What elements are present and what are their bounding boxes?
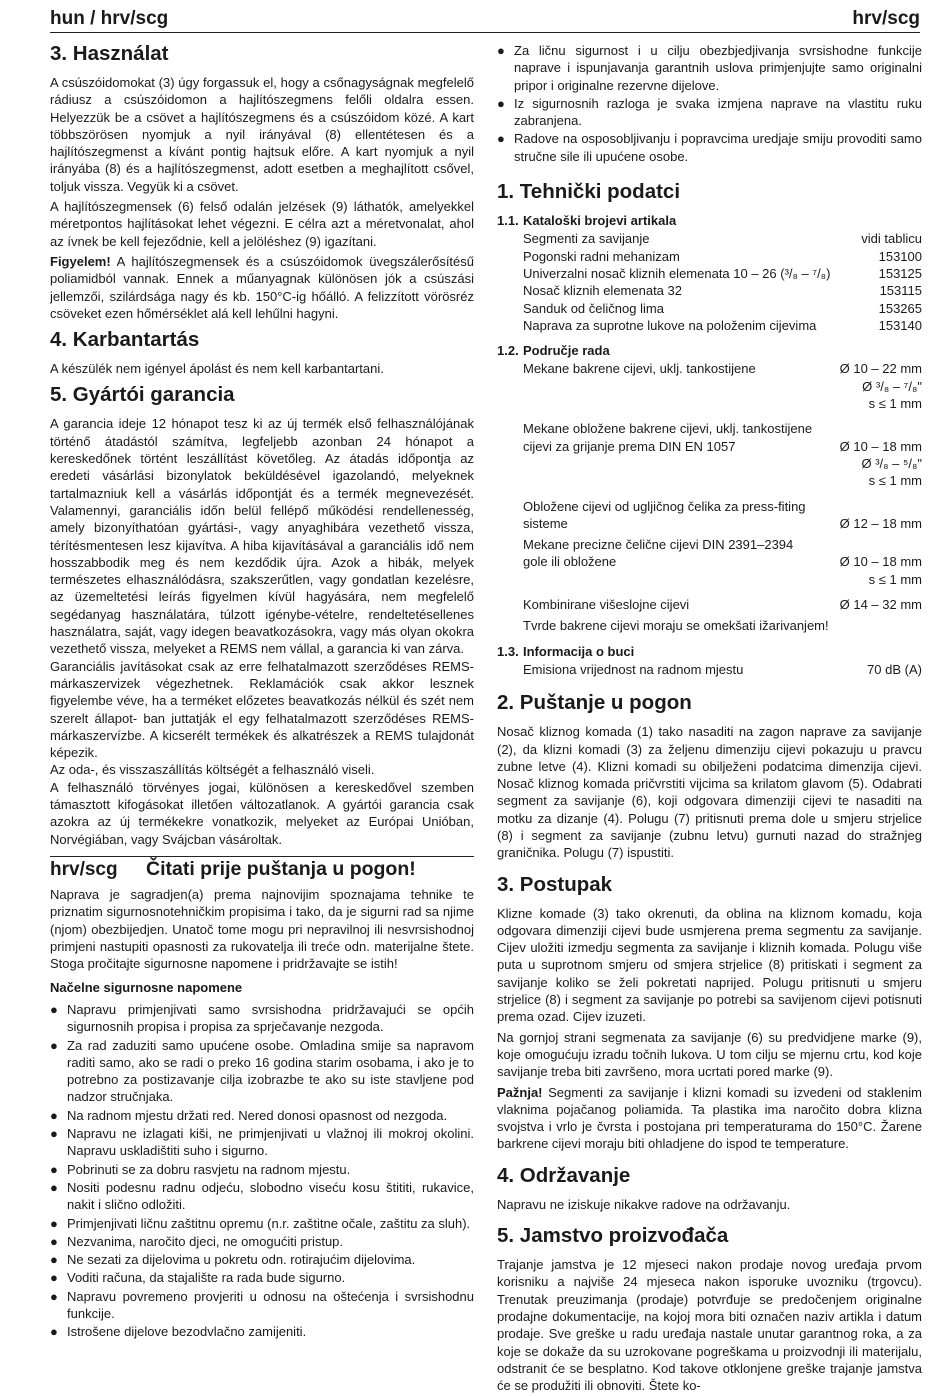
section-title-odrzavanje: 4. Održavanje: [497, 1163, 631, 1187]
paragraph: Napravu ne iziskuje nikakve radove na održavanju.: [497, 1196, 791, 1212]
bullet-icon: ●: [50, 1270, 58, 1286]
table-row: s ≤ 1 mm: [868, 473, 922, 489]
bullet-icon: ●: [497, 95, 505, 111]
subsection-noise: 1.3. Informacija o buci: [497, 643, 635, 659]
section-title-jamstvo: 5. Jamstvo proizvođača: [497, 1224, 729, 1248]
section-title-karbantartas: 4. Karbantartás: [50, 328, 200, 352]
header-language-right: hrv/scg: [852, 8, 920, 29]
paragraph: Na gornjoj strani segmenata za savijanje (6) su predvidjene marke (9), koje omogućuju izradu točnih lukova. U tom cilju se mjernu crtu, kod koje savijanje treba biti završeno, mora ucrtati pored marke (9).: [497, 1029, 922, 1080]
warning-label: Figyelem!: [50, 253, 111, 269]
language-section-header: [50, 856, 474, 878]
table-row: Sanduk od čeličnog lima 153265: [523, 300, 922, 316]
table-row: cijevi za grijanje prema DIN EN 1057 Ø 10 – 18 mm: [523, 438, 922, 454]
section-title-read-before: Čitati prije puštanja u pogon!: [146, 857, 416, 880]
table-row: Obložene cijevi od ugljičnog čelika za press-fiting: [523, 498, 806, 514]
list-item: ● Iz sigurnosnih razloga je svaka izmjena naprave na vlastitu ruku zabranjena.: [497, 95, 922, 129]
paragraph: Naprava je sagradjen(a) prema najnovijim spoznajama tehnike te priznatim sigurnosnotehničkim propisima i tako, da je sigurni rad sa njime (njom) obezbijedjen. Unatoč tome mogu pri nepravilnoj ili nesvrsishodnoj primjeni nastupiti opasnosti za rukovatelja ili treće odn. materijalne štete. Stoga pročitajte sigurnosne napomene i pridržavajte se istih!: [50, 887, 474, 972]
list-item: ● Istrošene dijelove bezodvlačno zamijeniti.: [50, 1324, 307, 1340]
paragraph: Trajanje jamstva je 12 mjeseci nakon prodaje novog uređaja prvom korisniku a najviše 24 mjeseca nakon isporuke uvozniku (trgovcu). Trenutak preuzimanja (prodaje) potvrđuje se predočenjem originalne prodajne dokumentacije, na kojoj mora biti označen naziv artikla i datum prodaje. Sve greške u radu uređaja nastale unutar garantnog roka, a za koje se dokaže da su uzrokovane pogreškama u proizvodnji ili materijalu, odstranit će se besplatno. Kod takove otklonjene greške trajanje jamstva će se produžiti ili obnoviti. Štete ko-: [497, 1257, 922, 1394]
section-title-hasznalat: 3. Használat: [50, 42, 169, 65]
section-title-pustanje: 2. Puštanje u pogon: [497, 691, 692, 715]
list-item: ● Nositi podesnu radnu odjeću, slobodno viseću kosu štititi, rukavice, nakit i slično odložiti.: [50, 1179, 474, 1213]
table-row: Naprava za suprotne lukove na položenim cijevima 153140: [523, 317, 922, 333]
list-item: ● Pobrinuti se za dobru rasvjetu na radnom mjestu.: [50, 1161, 351, 1177]
table-row: Ø ³/₈ – ⁷/₈": [862, 378, 922, 394]
table-row: s ≤ 1 mm: [868, 571, 922, 587]
bullet-icon: ●: [50, 1037, 58, 1053]
table-row: Mekane precizne čelične cijevi DIN 2391–2394: [523, 537, 794, 553]
bullet-icon: ●: [497, 43, 505, 58]
warning-paragraph: [497, 1084, 922, 1153]
paragraph: A csúszóidomokat (3) úgy forgassuk el, hogy a csőnagyságnak megfelelő rádiusz a csúszóidomon a hajlítószegmens felőli oldalra essen. Helyezzük be a csövet a hajlítószegmens és a csúszóidom közé. A kart többszörösen nyomjuk a nyil irányával (8) ellentétesen és a hajlítószegmenst a kívánt pontig hajtsuk előre. A kart nyomjuk a nyil irányába (8) és a hajlítószegmenst, adott esetben a meghajlított csővel, toljuk vissza. Vegyük ki a csövet.: [50, 75, 474, 194]
right-column: [497, 36, 922, 1397]
list-item: ● Ne sezati za dijelovima u pokretu odn. rotirajućim dijelovima.: [50, 1252, 416, 1268]
table-row: Pogonski radni mehanizam 153100: [523, 248, 922, 264]
bullet-icon: ●: [50, 1179, 58, 1195]
list-item: ● Za ličnu sigurnost i u cilju obezbjedjivanja svrsishodne funkcije naprave i ispunjavanja garantnih uslova primjenjujte samo originalni pripor i originalne rezervne dijelove.: [497, 43, 922, 93]
list-item: ● Nezvanima, naročito djeci, ne omogućiti pristup.: [50, 1233, 344, 1249]
table-row: sisteme Ø 12 – 18 mm: [523, 515, 922, 531]
table-row: Kombinirane višeslojne cijevi Ø 14 – 32 mm: [523, 597, 922, 613]
bullet-icon: ●: [50, 1252, 58, 1268]
paragraph: Garanciális javításokat csak az erre felhatalmazott szerződéses REMS-márkaszervizek végezhetnek. Reklamációk csak akkor lesznek figyelembe véve, ha a terméket előzetes beavatkozás nélkül és szét nem szerelt állapot- ban juttatják el egy felhatalmazott szerződéses REMS-márkaszervízbe. A kicserélt termékek és alkatrészek a REMS tulajdonát képezik.: [50, 658, 474, 761]
list-item: ● Primjenjivati ličnu zaštitnu opremu (n.r. zaštitne očale, zaštitu za sluh).: [50, 1215, 471, 1231]
list-item: ● Napravu ne izlagati kiši, ne primjenjivati u vlažnoj ili mokroj okolini. Napravu uskladištiti suho i sigurno.: [50, 1126, 474, 1159]
table-row: Nosač kliznih elemenata 32 153115: [523, 283, 922, 299]
paragraph: Klizne komade (3) tako okrenuti, da oblina na kliznom komadu, koja odgovara dimenziji cijevi bude usmjerena prema segmentu za savijanje. Cijev uložiti izmedju segmenta za savijanje i kliznih komada. Polugu više puta u suprotnom smjeru od smjera strjelice (8) pritiskati i segment za savijanje koliko se želi pokretati naprijed. Polugu pritisnuti u smjeru strjelice (8) i segment za savijanje po potrebi sa savijenom cijevi potisnuti prema ozad. Cijev izuzeti.: [497, 905, 922, 1025]
range-table: [497, 360, 922, 634]
paragraph: A készülék nem igényel ápolást és nem kell karbantartani.: [50, 361, 384, 377]
range-note: Tvrde bakrene cijevi moraju se omekšati ižarivanjem!: [523, 618, 829, 634]
safety-list: [50, 1001, 474, 1341]
warning-text: Segmenti za savijanje i klizni komadi su izvedeni od staklenim vlaknima pojačanog poliamida. Ta plastika ima naročito dobra klizna svojstva i vrlo je čvrsta i postojana pri temperaturama do 150°C. Žarene barkrene cijevi moraju biti ohladjene do ispod te temperature.: [497, 1084, 922, 1152]
bullet-icon: ●: [50, 1001, 58, 1017]
list-item: ● Za rad zaduziti samo upućene osobe. Omladina smije sa napravom raditi samo, ako se radi o preko 16 godina starim osobama, i ako je to potrebno za postizavanje cilja izobrazbe te ako su iste stavljene pod nadzor stručnjaka.: [50, 1037, 474, 1105]
section-title-postupak: 3. Postupak: [497, 872, 613, 896]
table-row: Ø ³/₈ – ⁵/₈": [861, 455, 922, 471]
bullet-icon: ●: [50, 1215, 58, 1231]
paragraph: A felhasználó törvényes jogai, különösen a kereskedővel szemben támasztott kifogásokat illetően változatlanok. A gyártói garancia csak azokra az új termékekre vonatkozik, melyeket az Európai Unióban, Norvégiában, vagy Svájcban vásároltak.: [50, 779, 474, 847]
bullet-icon: ●: [50, 1233, 58, 1249]
paragraph: Nosač kliznog komada (1) tako nasaditi na zagon naprave za savijanje (2), da klizni komadi (3) za željenu dimenziju cijevi pokazuju u pravcu zubne letve (4). Klizni komadi su obilježeni podatcima dimenzija cijevi. Nosač kliznog komada pričvrstiti vijcima sa krilatom glavom (5). Odabrati segment za savijanje (6), koji odgovara dimenziji cijevi te nasaditi na motku za dizanje (4). Polugu (7) pritisnuti prema dole u smjeru strjelice (8) i segment za savijanje (zubnu letvu) gurnuti nazad do stražnjeg graničnika. Polugu (7) ispustiti.: [497, 724, 922, 861]
paragraph: A garancia ideje 12 hónapot tesz ki az új termék első felhasználójának történő átadástól számítva, legfeljebb azonban 24 hónapot a kereskedőnek történt leszállítást követőleg. Az átadás időpontja az eredeti vásárlási bizonylatok beküldésével igazolandó, melyeknek tartalmazniuk kell a vásárlás időpontját és a termék megnevezését. Valamennyi, garanciális időn belül fellépő működési rendellenesség, amely bizonyíthatóan gyártási-, vagy anyaghibára vezethető vissza, térítésmentesen lesz kijavítva. A hiba kijavításával a garanciális idő nem hosszabbodik meg és nem kezdődik újra. Azok a hibák, melyek természetes elhasználódásra, szakszerűtlen, vagy gondatlan kezelésre, az üzemeltetési leírás figyelmen kívül hagyására, nem megfelelő segédanyag használatára, túlzott igénybe-vételre, rendeltetésellenes használatra, saját, vagy idegen beavatkozásokra, vagy más olyan okokra vezethető vissza, melyeket a REMS nem vállal, a garancia ki van zárva.: [50, 416, 474, 657]
list-item: ● Voditi računa, da stajalište ra rada bude sigurno.: [50, 1270, 346, 1286]
safety-list-continued: [497, 42, 922, 165]
table-row: Segmenti za savijanje vidi tablicu: [523, 231, 922, 247]
paragraph: A hajlítószegmensek (6) felső odalán jelzések (9) láthatók, amelyekkel méretpontos hajlításokat lehet végezni. E célra azt a méretvonalat, ahol az ívnek be kell fejeződnie, kell a jelöléshez (9) igazítani.: [50, 199, 474, 249]
warning-paragraph: [50, 253, 474, 322]
bullet-icon: ●: [50, 1288, 58, 1304]
subsection-catalog: 1.1. Kataloški brojevi artikala: [497, 213, 677, 229]
list-item: ● Napravu primjenjivati samo svrsishodna pridržavajući se općih sigurnosnih propisa i propisa za sprječavanje nezgoda.: [50, 1001, 474, 1035]
left-column: [50, 36, 474, 1342]
subsection-range: 1.2. Područje rada: [497, 343, 610, 359]
warning-label: Pažnja!: [497, 1084, 543, 1100]
bullet-icon: ●: [50, 1107, 58, 1123]
table-row: Emisiona vrijednost na radnom mjestu 70 dB (A): [523, 661, 922, 677]
list-item: ● Na radnom mjestu držati red. Nered donosi opasnost od nezgoda.: [50, 1107, 448, 1123]
table-row: Mekane bakrene cijevi, uklj. tankostijene Ø 10 – 22 mm: [523, 361, 922, 377]
list-item: ● Napravu povremeno provjeriti u odnosu na oštećenja i svrsishodnu funkcije.: [50, 1288, 474, 1321]
section-language: hrv/scg: [50, 858, 118, 880]
subheading-safety: Načelne sigurnosne napomene: [50, 979, 243, 995]
section-title-garancia: 5. Gyártói garancia: [50, 383, 235, 407]
table-row: Mekane obložene bakrene cijevi, uklj. tankostijene: [523, 421, 813, 437]
table-row: Univerzalni nosač kliznih elemenata 10 – 26 (³/₈ – ⁷/₈) 153125: [523, 265, 922, 281]
paragraph: Az oda-, és visszaszállítás költségét a felhasználó viseli.: [50, 762, 375, 778]
warning-text: A hajlítószegmensek és a csúszóidomok üvegszálerősítésű poliamidból vannak. Ennek a műanyagnak különösen jók a csúszási jellemzői, szilárdsága nagy és kb. 150°C-ig hőálló. A felizzított vörösréz csöveket ezen hőmérséklet alá kell lehűlni hagyni.: [50, 253, 474, 321]
bullet-icon: ●: [50, 1126, 58, 1142]
catalog-table: [497, 230, 922, 334]
bullet-icon: ●: [497, 131, 505, 147]
bullet-icon: ●: [50, 1161, 58, 1177]
section-title-tehnicki-podatci: 1. Tehnički podatci: [497, 180, 681, 204]
table-row: s ≤ 1 mm: [868, 396, 922, 412]
header-language-left: hun / hrv/scg: [50, 8, 169, 29]
bullet-icon: ●: [50, 1324, 58, 1340]
list-item: ● Radove na osposobljivanju i popravcima uredjaje smiju provoditi samo stručne sile ili upućene osobe.: [497, 131, 922, 164]
page-header: [50, 8, 920, 33]
table-row: gole ili obložene Ø 10 – 18 mm: [523, 554, 922, 570]
